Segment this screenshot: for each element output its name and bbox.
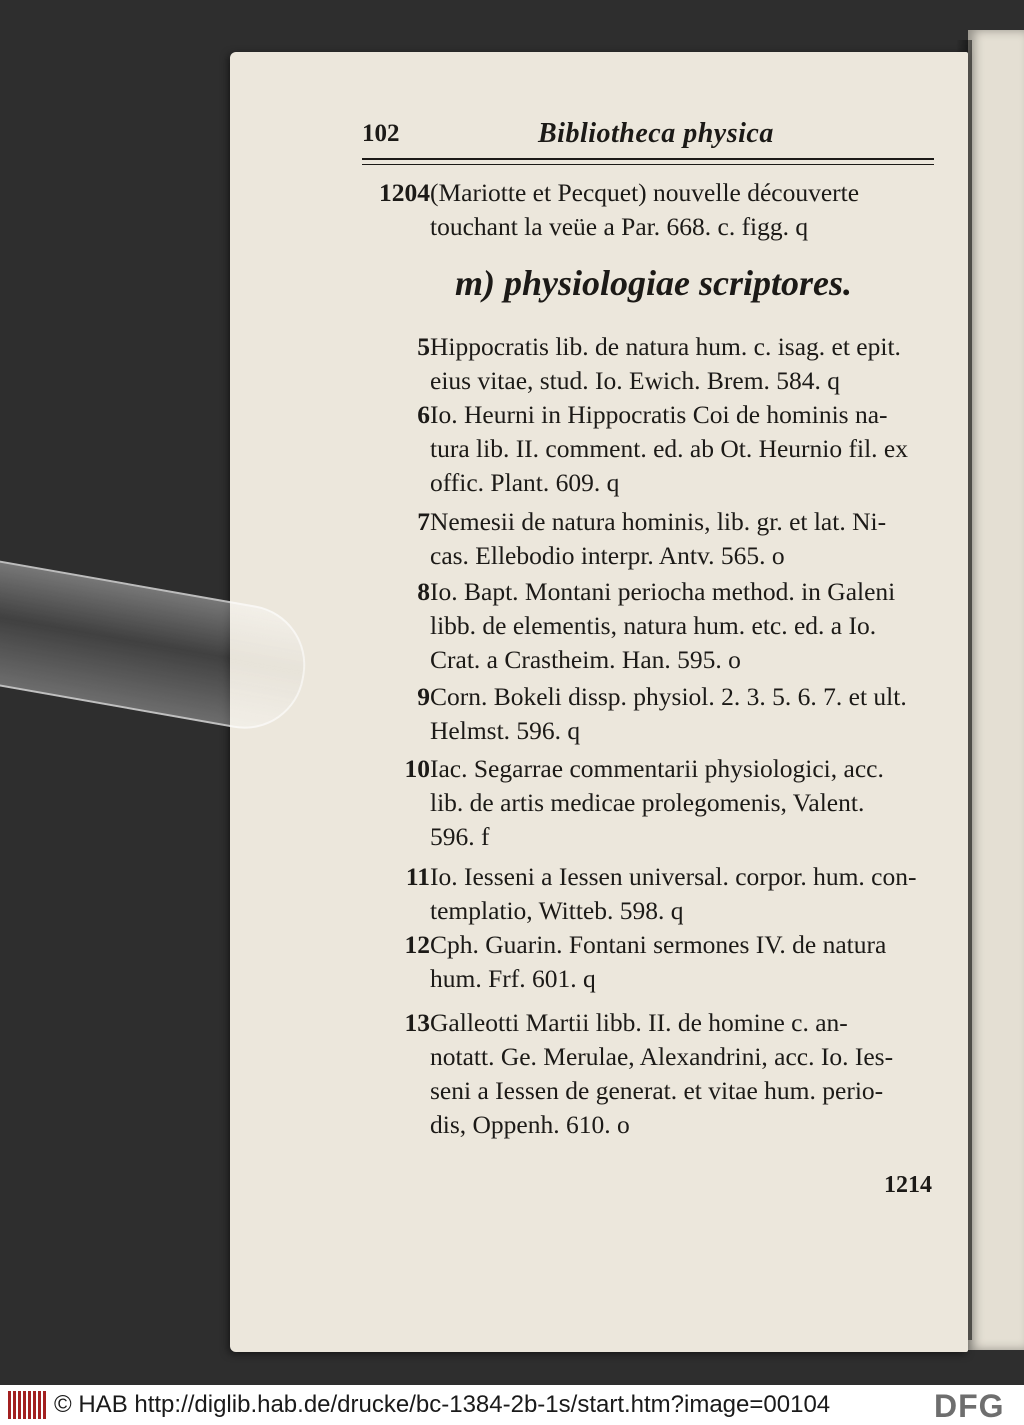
entry-line: Galleotti Martii libb. II. de homine c. an- (430, 1008, 848, 1037)
entry-line: offic. Plant. 609. q (430, 468, 620, 497)
entry-number: 10 (404, 754, 430, 783)
entry-line: libb. de elementis, natura hum. etc. ed. a Io. (430, 611, 877, 640)
entry-line: templatio, Witteb. 598. q (430, 896, 684, 925)
entry-line: Nemesii de natura hominis, lib. gr. et lat. Ni- (430, 507, 887, 536)
entry-line: touchant la veüe a Par. 668. c. figg. q (430, 212, 809, 241)
entry-line: Io. Iesseni a Iessen universal. corpor. hum. con- (430, 862, 917, 891)
footer-bar (0, 1385, 1024, 1425)
entry-line: notatt. Ge. Merulae, Alexandrini, acc. Io. Ies- (430, 1042, 894, 1071)
section-heading: m) physiologiae scriptores. (455, 263, 852, 303)
entry-line: Helmst. 596. q (430, 716, 581, 745)
copyright-link[interactable]: © HAB http://diglib.hab.de/drucke/bc-1384-2b-1s/start.htm?image=00104 (54, 1391, 831, 1418)
facing-page-edge (968, 30, 1024, 1350)
entry-number: 9 (417, 682, 430, 711)
page-number: 102 (362, 120, 400, 147)
entry-line: (Mariotte et Pecquet) nouvelle découverte (430, 178, 860, 207)
entry-line: hum. Frf. 601. q (430, 964, 596, 993)
entry-line: Hippocratis lib. de natura hum. c. isag. et epit. (430, 332, 901, 361)
entry-number: 11 (405, 862, 430, 891)
entry-line: tura lib. II. comment. ed. ab Ot. Heurnio fil. ex (430, 434, 908, 463)
catchword: 1214 (884, 1172, 932, 1198)
entry-line: cas. Ellebodio interpr. Antv. 565. o (430, 541, 785, 570)
entry-line: Io. Bapt. Montani periocha method. in Galeni (430, 577, 896, 606)
entry-line: Crat. a Crastheim. Han. 595. o (430, 645, 741, 674)
entry-line: seni a Iessen de generat. et vitae hum. perio- (430, 1076, 884, 1105)
entry-line: 596. f (430, 822, 490, 851)
entry-line: lib. de artis medicae prolegomenis, Valent. (430, 788, 865, 817)
entry-number: 6 (417, 400, 430, 429)
hab-logo-icon (8, 1391, 46, 1419)
entry-line: dis, Oppenh. 610. o (430, 1110, 630, 1139)
entry-number: 1204 (379, 178, 430, 207)
entry-number: 7 (417, 507, 430, 536)
entry-number: 5 (417, 332, 430, 361)
entry-line: Corn. Bokeli dissp. physiol. 2. 3. 5. 6. 7. et ult. (430, 682, 907, 711)
running-head (362, 118, 934, 154)
running-title: Bibliotheca physica (538, 118, 774, 149)
entry-line: Cph. Guarin. Fontani sermones IV. de natura (430, 930, 887, 959)
entry-line: Iac. Segarrae commentarii physiologici, acc. (430, 754, 884, 783)
entry-line: Io. Heurni in Hippocratis Coi de hominis na- (430, 400, 888, 429)
dfg-logo: DFG (934, 1388, 1005, 1424)
entry-number: 13 (404, 1008, 430, 1037)
header-rule (362, 158, 934, 165)
entry-number: 12 (404, 930, 430, 959)
entry-number: 8 (417, 577, 430, 606)
entry-line: eius vitae, stud. Io. Ewich. Brem. 584. q (430, 366, 841, 395)
